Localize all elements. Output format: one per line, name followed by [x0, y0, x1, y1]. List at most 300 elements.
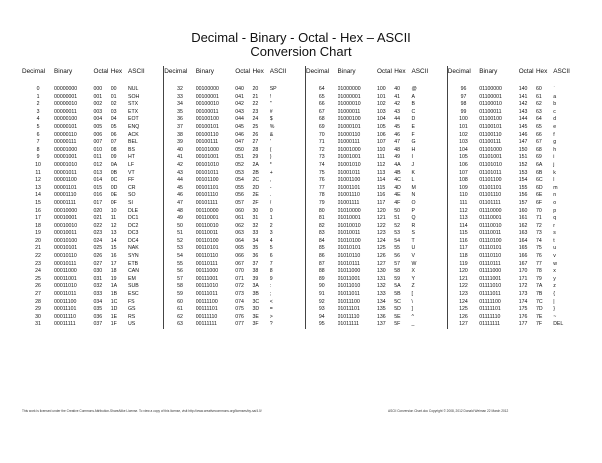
cell-hex: 62 [535, 101, 542, 108]
cell-hex: 5C [394, 298, 401, 305]
footer-license: This work is licensed under the Creative Commons Attribution-ShareAlike License. To view a copy of this license, visit http://www.creativecommons.org/licenses/by-sa/4.0/ [22, 409, 262, 413]
cell-binary: 01011101 [337, 306, 360, 313]
cell-ascii: } [553, 306, 555, 313]
cell-binary: 00011010 [54, 283, 77, 290]
cell-octal: 000 [93, 86, 103, 92]
table-row [22, 306, 578, 314]
column-header-decimal: Decimal [164, 68, 188, 76]
cell-octal: 036 [93, 313, 103, 320]
cell-octal: 164 [518, 237, 528, 244]
cell-decimal: 25 [35, 275, 41, 282]
cell-binary: 01101001 [479, 154, 502, 161]
cell-decimal: 61 [177, 306, 183, 313]
cell-ascii: P [411, 207, 415, 214]
block-separator [436, 162, 447, 170]
cell-hex: 34 [252, 237, 259, 244]
cell-octal: 061 [235, 215, 244, 222]
cell-binary: 00001100 [54, 177, 77, 184]
block-separator [294, 132, 305, 140]
cell-decimal: 100 [459, 116, 468, 123]
cell-octal: 132 [376, 283, 386, 290]
cell-decimal: 23 [35, 260, 41, 267]
cell-octal: 102 [376, 101, 386, 108]
cell-binary: 00100011 [195, 108, 219, 115]
cell-decimal: 20 [35, 237, 41, 244]
cell-hex: 77 [535, 260, 542, 267]
block-separator [436, 283, 447, 291]
cell-octal: 035 [93, 306, 103, 313]
cell-binary: 00110001 [195, 215, 219, 222]
cell-hex: 7A [535, 283, 543, 290]
cell-hex: 7D [535, 306, 543, 313]
block-separator [153, 321, 164, 329]
cell-decimal: 48 [177, 207, 183, 214]
cell-decimal: 82 [318, 222, 325, 229]
cell-decimal: 33 [177, 93, 183, 100]
cell-binary: 01111001 [479, 275, 502, 282]
cell-hex: 58 [394, 268, 400, 275]
cell-octal: 046 [235, 131, 244, 138]
cell-binary: 01100001 [479, 93, 502, 100]
cell-decimal: 42 [177, 161, 183, 168]
cell-binary: 00101100 [195, 177, 219, 184]
cell-hex: 5A [394, 283, 401, 290]
block-separator [153, 86, 164, 94]
cell-octal: 047 [235, 139, 244, 146]
cell-binary: 01010000 [337, 207, 361, 214]
block-separator [436, 299, 447, 307]
cell-ascii: LF [127, 161, 135, 168]
cell-ascii: BS [127, 146, 135, 153]
cell-ascii: n [553, 192, 557, 199]
cell-ascii: 7 [269, 260, 273, 267]
cell-hex: 7E [535, 313, 543, 320]
block-separator [153, 147, 164, 155]
cell-binary: 01001100 [337, 177, 361, 184]
cell-ascii: SP [269, 86, 277, 92]
block-separator [153, 200, 164, 208]
cell-ascii: N [411, 192, 416, 199]
cell-hex: 4E [394, 192, 401, 199]
cell-hex: 7C [535, 298, 543, 305]
cell-binary: 00110100 [195, 237, 219, 244]
cell-octal: 116 [376, 192, 386, 199]
cell-decimal: 4 [36, 116, 40, 123]
cell-binary: 01000010 [337, 101, 361, 108]
cell-binary: 00001110 [54, 192, 77, 199]
cell-ascii: j [553, 161, 555, 168]
cell-ascii: q [553, 215, 557, 222]
cell-octal: 106 [376, 131, 386, 138]
column-header-ascii: ASCII [553, 68, 570, 76]
cell-binary: 00100010 [195, 101, 219, 108]
cell-decimal: 22 [35, 253, 41, 260]
block-separator [436, 94, 447, 102]
cell-binary: 01001110 [337, 192, 360, 199]
cell-binary: 01110011 [479, 230, 502, 237]
cell-binary: 01011001 [337, 275, 361, 282]
block-separator [153, 276, 164, 284]
block-separator [436, 132, 447, 140]
cell-octal: 124 [376, 237, 386, 244]
cell-octal: 024 [93, 237, 103, 244]
cell-binary: 01010011 [337, 230, 361, 237]
cell-decimal: 52 [177, 237, 183, 244]
cell-binary: 01000110 [337, 131, 361, 138]
cell-binary: 00010101 [54, 245, 78, 252]
column-header-ascii: ASCII [127, 68, 145, 76]
cell-ascii: l [553, 177, 555, 184]
cell-hex: 30 [252, 207, 259, 214]
block-separator [436, 86, 447, 94]
cell-binary: 01010001 [337, 215, 361, 222]
cell-binary: 01111100 [479, 298, 501, 305]
cell-ascii: SOH [127, 93, 140, 100]
cell-binary: 01010101 [337, 245, 361, 252]
block-separator [294, 223, 305, 231]
cell-octal: 007 [93, 139, 103, 146]
cell-decimal: 14 [35, 192, 41, 199]
cell-octal: 073 [235, 291, 244, 298]
cell-ascii: CR [127, 184, 136, 191]
block-separator [153, 66, 164, 80]
cell-ascii: U [411, 245, 416, 252]
table-row [22, 192, 578, 200]
cell-binary: 01010100 [337, 237, 361, 244]
block-separator [436, 238, 447, 246]
cell-ascii: ) [269, 154, 272, 161]
cell-binary: 01110110 [479, 253, 502, 260]
table-row [22, 238, 578, 246]
block-separator [436, 101, 447, 109]
footer-document-info: ASCII Conversion Chart.doc Copyright © 2008, 2012 Donald Weiman 22 March 2012 [388, 409, 509, 413]
cell-decimal: 34 [177, 101, 183, 108]
cell-octal: 074 [235, 298, 244, 305]
cell-hex: 10 [110, 207, 117, 214]
cell-octal: 014 [93, 177, 103, 184]
cell-decimal: 55 [177, 260, 183, 267]
cell-hex: 05 [110, 123, 117, 130]
table-row [22, 230, 578, 238]
cell-octal: 160 [518, 207, 528, 214]
cell-ascii: BEL [127, 139, 138, 146]
cell-ascii: u [553, 245, 557, 252]
cell-decimal: 67 [318, 108, 325, 115]
cell-octal: 174 [518, 298, 528, 305]
cell-ascii: 1 [269, 215, 273, 222]
cell-hex: 1C [110, 298, 118, 305]
cell-binary: 01010111 [337, 260, 360, 267]
cell-hex: 16 [110, 253, 117, 260]
block-separator [153, 124, 164, 132]
block-separator [294, 283, 305, 291]
cell-binary: 00111011 [195, 291, 218, 298]
cell-hex: 33 [252, 230, 259, 237]
block-separator [436, 306, 447, 314]
table-row [22, 321, 578, 329]
block-separator [294, 276, 305, 284]
cell-binary: 01100010 [479, 101, 502, 108]
cell-decimal: 90 [318, 283, 325, 290]
cell-hex: 0C [110, 177, 118, 184]
cell-hex: 12 [110, 222, 117, 229]
cell-ascii: D [411, 116, 416, 123]
cell-decimal: 111 [459, 199, 468, 206]
cell-ascii: < [269, 298, 273, 305]
block-separator [436, 200, 447, 208]
cell-decimal: 91 [318, 291, 325, 298]
cell-binary: 00011000 [54, 268, 77, 275]
cell-hex: 3D [252, 306, 260, 313]
cell-binary: 00111100 [195, 298, 218, 305]
cell-decimal: 26 [35, 283, 41, 290]
cell-decimal: 89 [318, 275, 325, 282]
block-separator [294, 147, 305, 155]
cell-binary: 01101000 [479, 146, 502, 153]
cell-decimal: 115 [459, 230, 468, 237]
column-header-octal: Octal [518, 68, 534, 76]
cell-hex: 2E [252, 192, 259, 199]
cell-ascii: ETB [127, 260, 139, 267]
cell-ascii: d [553, 116, 557, 123]
cell-ascii: 6 [269, 253, 273, 260]
block-separator [153, 192, 164, 200]
cell-decimal: 53 [177, 245, 183, 252]
cell-octal: 175 [518, 306, 528, 313]
cell-decimal: 57 [177, 275, 183, 282]
cell-octal: 027 [93, 260, 103, 267]
block-separator [294, 291, 305, 299]
cell-binary: 01100111 [479, 139, 502, 146]
cell-decimal: 73 [318, 154, 325, 161]
cell-decimal: 104 [459, 146, 468, 153]
cell-hex: 02 [110, 101, 117, 108]
cell-octal: 031 [93, 275, 103, 282]
column-header-decimal: Decimal [447, 68, 471, 76]
cell-decimal: 98 [460, 101, 467, 108]
cell-decimal: 6 [36, 131, 40, 138]
cell-octal: 155 [518, 184, 528, 191]
table-row [22, 109, 578, 117]
block-separator [153, 230, 164, 238]
block-separator [153, 261, 164, 269]
cell-binary: 00010011 [54, 230, 77, 237]
cell-octal: 057 [235, 199, 244, 206]
cell-ascii: DEL [553, 321, 564, 328]
cell-octal: 150 [518, 146, 528, 153]
cell-ascii: ; [269, 291, 272, 298]
cell-hex: 3E [252, 313, 259, 320]
cell-decimal: 40 [177, 146, 183, 153]
cell-ascii: C [411, 108, 416, 115]
cell-hex: 11 [110, 215, 117, 222]
block-separator [153, 154, 164, 162]
cell-octal: 172 [518, 283, 528, 290]
cell-binary: 01010010 [337, 222, 361, 229]
cell-hex: 3F [252, 321, 259, 328]
cell-decimal: 110 [459, 192, 468, 199]
block-separator [294, 192, 305, 200]
cell-binary: 01100011 [479, 108, 502, 115]
cell-binary: 01010110 [337, 253, 361, 260]
column-header-hex: Hex [110, 68, 123, 76]
block-separator [294, 306, 305, 314]
cell-hex: 6C [535, 177, 543, 184]
cell-ascii: m [553, 184, 558, 191]
cell-decimal: 35 [177, 108, 183, 115]
cell-octal: 142 [518, 101, 528, 108]
cell-binary: 01000011 [337, 108, 361, 115]
cell-binary: 01100101 [479, 123, 502, 130]
cell-octal: 056 [235, 192, 244, 199]
cell-decimal: 99 [460, 108, 467, 115]
cell-octal: 151 [518, 154, 528, 161]
cell-decimal: 103 [459, 139, 468, 146]
block-separator [436, 185, 447, 193]
block-separator [294, 185, 305, 193]
cell-ascii: RS [127, 313, 136, 320]
table-row [22, 94, 578, 102]
cell-decimal: 119 [459, 260, 468, 267]
cell-decimal: 109 [459, 184, 468, 191]
block-separator [436, 170, 447, 178]
block-separator [294, 299, 305, 307]
cell-octal: 063 [235, 230, 244, 237]
cell-octal: 055 [235, 184, 244, 191]
cell-ascii: 5 [269, 245, 273, 252]
cell-decimal: 39 [177, 139, 183, 146]
cell-ascii: K [411, 169, 415, 176]
cell-ascii: E [411, 123, 415, 130]
cell-ascii: Z [411, 283, 415, 290]
cell-ascii: CAN [127, 268, 139, 275]
cell-binary: 00110010 [195, 222, 219, 229]
cell-binary: 00011101 [54, 306, 77, 313]
cell-hex: 1A [110, 283, 118, 290]
cell-ascii: ` [553, 86, 555, 92]
table-row [22, 200, 578, 208]
cell-hex: 44 [394, 116, 400, 123]
cell-binary: 00101010 [195, 161, 219, 168]
cell-ascii: ^ [411, 313, 414, 320]
table-row [22, 276, 578, 284]
cell-binary: 00010001 [54, 215, 78, 222]
cell-hex: 22 [252, 101, 259, 108]
cell-binary: 00010110 [54, 253, 77, 260]
cell-decimal: 97 [460, 93, 467, 100]
table-row [22, 170, 578, 178]
block-separator [436, 215, 447, 223]
cell-hex: 72 [535, 222, 542, 229]
cell-decimal: 38 [177, 131, 183, 138]
cell-ascii: S [411, 230, 415, 237]
cell-hex: 70 [535, 207, 542, 214]
block-separator [436, 154, 447, 162]
cell-hex: 41 [394, 93, 400, 100]
block-separator [294, 268, 305, 276]
block-separator [153, 177, 164, 185]
block-separator [294, 261, 305, 269]
cell-binary: 00001000 [54, 146, 78, 153]
cell-decimal: 81 [318, 215, 325, 222]
cell-decimal: 96 [460, 86, 467, 92]
cell-binary: 00101101 [195, 184, 219, 191]
block-separator [294, 215, 305, 223]
cell-octal: 067 [235, 260, 244, 267]
cell-hex: 38 [252, 268, 259, 275]
cell-decimal: 80 [318, 207, 325, 214]
cell-ascii: R [411, 222, 416, 229]
cell-ascii: B [411, 101, 415, 108]
cell-binary: 01101110 [479, 192, 502, 199]
cell-binary: 01110001 [479, 215, 502, 222]
cell-decimal: 92 [318, 298, 325, 305]
cell-hex: 6F [535, 199, 542, 206]
cell-binary: 00000000 [54, 86, 78, 92]
cell-decimal: 56 [177, 268, 183, 275]
cell-octal: 004 [93, 116, 103, 123]
cell-hex: 64 [535, 116, 542, 123]
cell-hex: 6A [535, 161, 543, 168]
cell-hex: 74 [535, 237, 542, 244]
cell-binary: 00001010 [54, 161, 78, 168]
cell-binary: 01000101 [337, 123, 361, 130]
cell-hex: 46 [394, 131, 400, 138]
cell-octal: 037 [93, 321, 103, 328]
cell-ascii: ? [269, 321, 273, 328]
cell-decimal: 16 [35, 207, 41, 214]
cell-ascii: % [269, 123, 275, 130]
cell-decimal: 117 [459, 245, 468, 252]
cell-ascii: DLE [127, 207, 139, 214]
block-separator [436, 253, 447, 261]
cell-ascii: k [553, 169, 556, 176]
table-row [22, 101, 578, 109]
cell-decimal: 46 [177, 192, 183, 199]
cell-decimal: 31 [35, 321, 41, 328]
cell-decimal: 11 [35, 169, 41, 176]
cell-decimal: 120 [459, 268, 468, 275]
cell-hex: 4A [394, 161, 401, 168]
cell-binary: 00111010 [195, 283, 219, 290]
column-header-binary: Binary [479, 68, 498, 76]
cell-octal: 137 [376, 321, 386, 328]
block-separator [153, 185, 164, 193]
cell-hex: 1B [110, 291, 118, 298]
cell-ascii: DC1 [127, 215, 139, 222]
cell-decimal: 72 [318, 146, 325, 153]
cell-octal: 143 [518, 108, 528, 115]
cell-decimal: 122 [459, 283, 468, 290]
block-separator [153, 253, 164, 261]
cell-binary: 00100000 [195, 86, 219, 92]
cell-decimal: 94 [318, 313, 325, 320]
block-separator [153, 116, 164, 124]
cell-binary: 00110110 [195, 253, 219, 260]
cell-binary: 00101111 [195, 199, 218, 206]
cell-decimal: 7 [36, 139, 40, 146]
cell-binary: 01111011 [479, 291, 501, 298]
cell-octal: 110 [376, 146, 386, 153]
block-separator [294, 109, 305, 117]
cell-decimal: 101 [459, 123, 468, 130]
cell-binary: 01001000 [337, 146, 361, 153]
cell-binary: 00010111 [54, 260, 77, 267]
cell-binary: 01000111 [337, 139, 360, 146]
cell-ascii: w [553, 260, 557, 267]
cell-octal: 153 [518, 169, 528, 176]
cell-hex: 4B [394, 169, 401, 176]
